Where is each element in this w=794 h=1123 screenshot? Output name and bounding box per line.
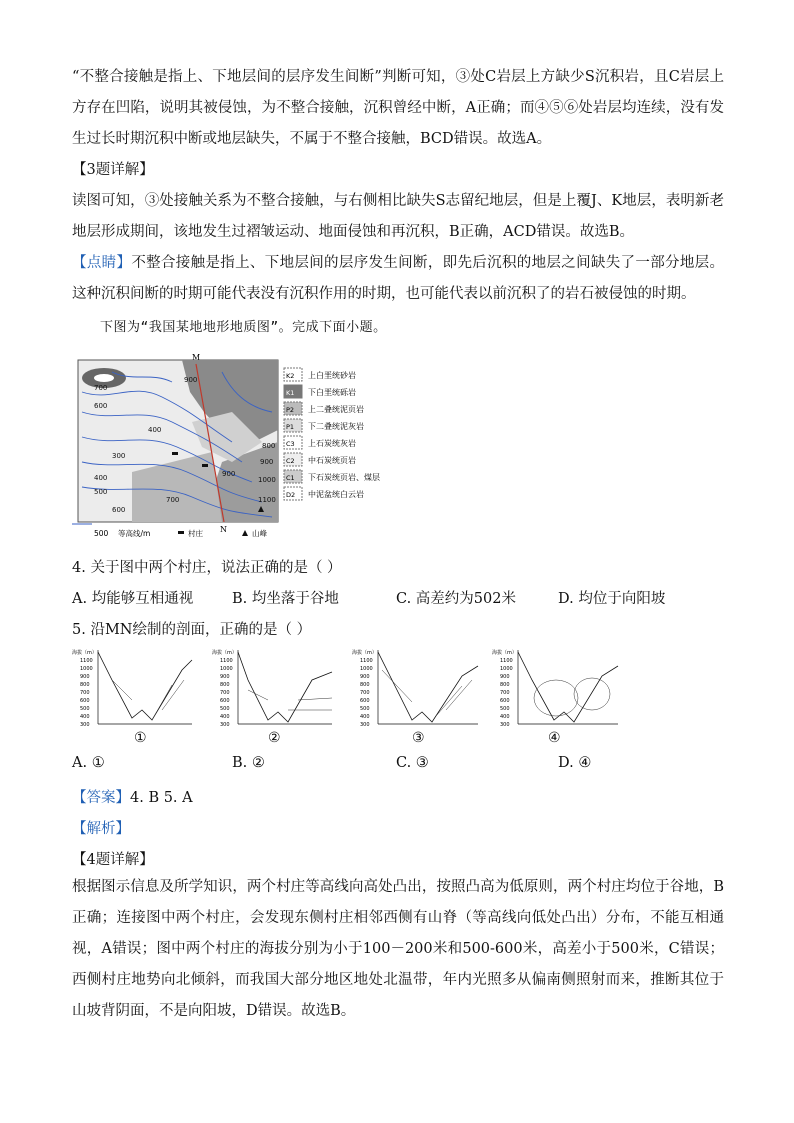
svg-text:中泥盆统白云岩: 中泥盆统白云岩 <box>308 490 364 499</box>
profile-4 <box>492 649 618 728</box>
profile-tick-label: 300 <box>80 722 90 728</box>
svg-text:1100: 1100 <box>258 496 276 504</box>
geology-map <box>72 352 412 552</box>
profile-tick-label: 700 <box>220 690 230 696</box>
profile-tick-label: 1000 <box>500 666 513 672</box>
profile-1 <box>72 649 192 728</box>
village-marker-east <box>202 464 208 467</box>
profile-tick-label: 300 <box>500 722 510 728</box>
q5-option-a[interactable]: A. ① <box>72 755 105 771</box>
profile-tick-label: 900 <box>500 674 510 680</box>
profile-tick-label: 1100 <box>500 658 513 664</box>
svg-text:上白垩统砂岩: 上白垩统砂岩 <box>308 371 356 380</box>
svg-text:900: 900 <box>184 376 198 384</box>
q5-option-b[interactable]: B. ② <box>232 755 265 771</box>
heading-q4-detail: 【4题详解】 <box>72 852 154 868</box>
profile-tick-label: 600 <box>360 698 370 704</box>
question-4: 4. 关于图中两个村庄，说法正确的是（ ） <box>72 560 342 576</box>
svg-text:C2: C2 <box>286 457 295 465</box>
profile-tick-label: 400 <box>500 714 510 720</box>
paragraph-q4-explanation: 根据图示信息及所学知识，两个村庄等高线向高处凸出，按照凸高为低原则，两个村庄均位于谷地，B正确；连接图中两个村庄，会发现东侧村庄相邻西侧有山脊（等高线向低处凸出）分布，不能互相通视，A错误；图中两个村庄的海拔分别为小于100－200米和500-600米，高差小于500米，C错误；西侧村庄地势向北倾斜，而我国大部分地区地处北温带，年内光照多从偏南侧照射而来，推断其位于山坡背阴面，不是向阳坡，D错误。故选B。 <box>72 879 724 1019</box>
profile-tick-label: 500 <box>80 706 90 712</box>
peak-legend-icon <box>242 530 248 536</box>
tip-text: 不整合接触是指上、下地层间的层序发生间断，即先后沉积的地层之间缺失了一部分地层。这种沉积间断的时期可能代表没有沉积作用的时期，也可能代表以前沉积了的岩石被侵蚀的时期。 <box>72 255 725 302</box>
profile-diagrams <box>72 640 632 730</box>
svg-text:海拔（m）: 海拔（m） <box>492 650 517 656</box>
svg-text:P2: P2 <box>286 406 295 414</box>
tip-tag: 【点睛】 <box>72 255 132 271</box>
profile-tick-label: 1000 <box>360 666 373 672</box>
svg-text:C1: C1 <box>286 474 295 482</box>
paragraph-tip <box>72 248 724 310</box>
svg-text:700: 700 <box>166 496 180 504</box>
profile-tick-label: 400 <box>360 714 370 720</box>
d2-core <box>94 374 114 382</box>
profile-tick-label: 600 <box>500 698 510 704</box>
svg-text:海拔（m）: 海拔（m） <box>352 650 377 656</box>
svg-text:海拔（m）: 海拔（m） <box>72 650 97 656</box>
n-label: N <box>220 525 227 534</box>
profile-tick-label: 700 <box>360 690 370 696</box>
paragraph-q2-explanation: “不整合接触是指上、下地层间的层序发生间断”判断可知，③处C岩层上方缺少S沉积岩，且C岩层上方存在凹陷，说明其被侵蚀，为不整合接触，沉积曾经中断，A正确；而④⑤⑥处岩层均连续，没有发生过长时期沉积中断或地层缺失，不属于不整合接触，BCD错误。故选A。 <box>72 69 724 147</box>
profile-tick-label: 500 <box>360 706 370 712</box>
profile-number-1: ① <box>134 730 147 746</box>
profile-tick-label: 800 <box>80 682 90 688</box>
svg-text:300: 300 <box>112 452 126 460</box>
profile-tick-label: 1100 <box>220 658 233 664</box>
q4-option-b[interactable]: B. 均坐落于谷地 <box>232 591 339 607</box>
svg-text:下石炭统页岩、煤层: 下石炭统页岩、煤层 <box>308 473 380 482</box>
svg-text:下二叠统泥灰岩: 下二叠统泥灰岩 <box>308 422 364 431</box>
profile-tick-label: 400 <box>220 714 230 720</box>
svg-text:P1: P1 <box>286 423 295 431</box>
village-legend-label: 村庄 <box>188 529 203 538</box>
svg-text:K2: K2 <box>286 372 295 380</box>
contour-legend-value: 500 <box>94 529 109 538</box>
svg-text:600: 600 <box>94 402 108 410</box>
question-5: 5. 沿MN绘制的剖面，正确的是（ ） <box>72 622 312 638</box>
svg-text:D2: D2 <box>286 491 296 499</box>
profile-tick-label: 800 <box>220 682 230 688</box>
profile-tick-label: 1100 <box>360 658 373 664</box>
profile-tick-label: 600 <box>80 698 90 704</box>
profile-number-3: ③ <box>412 730 425 746</box>
svg-text:400: 400 <box>94 474 108 482</box>
q5-option-c[interactable]: C. ③ <box>396 755 429 771</box>
profile-number-2: ② <box>268 730 281 746</box>
profile-tick-label: 700 <box>80 690 90 696</box>
svg-text:上石炭统灰岩: 上石炭统灰岩 <box>308 439 356 448</box>
svg-text:800: 800 <box>262 442 276 450</box>
figure-intro: 下图为“我国某地地形地质图”。完成下面小题。 <box>100 320 387 335</box>
profile-tick-label: 400 <box>80 714 90 720</box>
profile-tick-label: 300 <box>360 722 370 728</box>
bottom-legend <box>72 524 267 538</box>
profile-tick-label: 900 <box>360 674 370 680</box>
profile-tick-label: 300 <box>220 722 230 728</box>
profile-tick-label: 900 <box>220 674 230 680</box>
svg-text:K1: K1 <box>286 389 295 397</box>
contour-legend-label: 等高线/m <box>118 529 151 538</box>
profile-tick-label: 1000 <box>220 666 233 672</box>
answer-text: 4. B 5. A <box>130 790 193 806</box>
svg-text:500: 500 <box>94 488 108 496</box>
village-legend-icon <box>178 531 184 534</box>
profile-tick-label: 1000 <box>80 666 93 672</box>
profile-tick-label: 600 <box>220 698 230 704</box>
svg-text:900: 900 <box>222 470 236 478</box>
profile-tick-label: 800 <box>360 682 370 688</box>
svg-text:海拔（m）: 海拔（m） <box>212 650 237 656</box>
peak-legend-label: 山峰 <box>252 529 267 538</box>
svg-text:400: 400 <box>148 426 162 434</box>
svg-text:上二叠统泥页岩: 上二叠统泥页岩 <box>308 405 364 414</box>
answer-tag: 【答案】 <box>72 790 130 806</box>
svg-text:700: 700 <box>94 384 108 392</box>
svg-text:下白垩统砾岩: 下白垩统砾岩 <box>308 388 356 397</box>
svg-text:中石炭统页岩: 中石炭统页岩 <box>308 456 356 465</box>
profile-tick-label: 500 <box>500 706 510 712</box>
profile-tick-label: 500 <box>220 706 230 712</box>
profile-tick-label: 700 <box>500 690 510 696</box>
svg-text:1000: 1000 <box>258 476 276 484</box>
profile-number-4: ④ <box>548 730 561 746</box>
profile-tick-label: 900 <box>80 674 90 680</box>
heading-q3-detail: 【3题详解】 <box>72 162 154 178</box>
profile-tick-label: 1100 <box>80 658 93 664</box>
svg-text:900: 900 <box>260 458 274 466</box>
profile-tick-label: 800 <box>500 682 510 688</box>
m-label: M <box>192 353 201 362</box>
paragraph-q3-explanation: 读图可知，③处接触关系为不整合接触，与右侧相比缺失S志留纪地层，但是上覆J、K地层，表明新老地层形成期间，该地发生过褶皱运动、地面侵蚀和再沉积，B正确，ACD错误。故选B。 <box>72 193 724 240</box>
q4-option-a[interactable]: A. 均能够互相通视 <box>72 591 194 607</box>
answer-line <box>72 786 193 807</box>
q5-option-d[interactable]: D. ④ <box>558 755 592 771</box>
analysis-heading: 【解析】 <box>72 821 130 837</box>
profile-2 <box>212 649 332 728</box>
legend-list <box>284 368 380 500</box>
profile-3 <box>352 649 478 728</box>
village-marker-west <box>172 452 178 455</box>
q4-option-d[interactable]: D. 均位于向阳坡 <box>558 591 666 607</box>
svg-text:C3: C3 <box>286 440 295 448</box>
svg-text:600: 600 <box>112 506 126 514</box>
q4-option-c[interactable]: C. 高差约为502米 <box>396 591 516 607</box>
